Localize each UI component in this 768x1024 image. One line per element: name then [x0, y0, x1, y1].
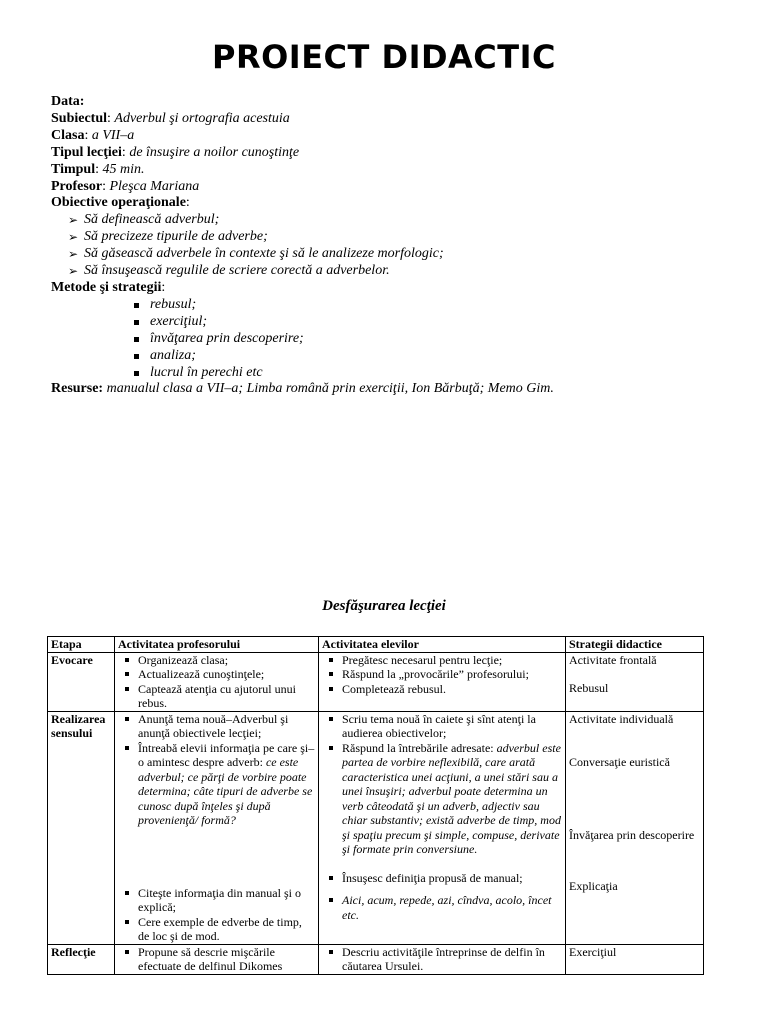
list-item: Răspund la întrebările adresate: adverbul este partea de vorbire neflexibilă, care arată caracteristica unei acţiuni, a unei stări sau a unei însuşiri; adverbul poate determina un verb câteodată şi un adverb, adjectiv sau chiar substantiv; există adverbe de timp, mod şi spaţiu precum şi simple, compuse, derivate şi formate prin conversiune.: [322, 741, 562, 857]
list-item: Captează atenţia cu ajutorul unui rebus.: [118, 682, 315, 711]
arrow-bullet-icon: ➢: [68, 230, 79, 245]
square-bullet-icon: [134, 303, 139, 308]
list-item: ➢ Să precizeze tipurile de adverbe;: [68, 229, 268, 245]
objectives-row: Obiective operaţionale:: [51, 195, 190, 211]
list-item: ➢ Să găsească adverbele în contexte şi să le analizeze morfologic;: [68, 246, 444, 262]
list-item: ➢ Să definească adverbul;: [68, 212, 220, 228]
objectives-label: Obiective operaţionale: [51, 195, 186, 211]
list-item: analiza;: [51, 348, 741, 365]
list-item: exerciţiul;: [51, 314, 741, 331]
strategy-text: Explicaţia: [569, 879, 618, 893]
resources-value: manualul clasa a VII–a; Limba română prin exerciţii, Ion Bărbuţă; Memo Gim.: [106, 381, 554, 397]
list-item: Scriu tema nouă în caiete şi sînt atenţi la audierea obiectivelor;: [322, 712, 562, 741]
arrow-bullet-icon: ➢: [68, 264, 79, 279]
strategies-cell: [566, 711, 704, 944]
square-bullet-icon: [134, 354, 139, 359]
list-item: Citeşte informaţia din manual şi o explică;: [118, 886, 315, 915]
list-item: Cere exemple de edverbe de timp, de loc şi de mod.: [118, 915, 315, 944]
strategies-cell: Exerciţiul: [566, 944, 704, 974]
list-item: rebusul;: [51, 297, 741, 314]
table-row: [48, 652, 704, 711]
strategies-cell: [566, 652, 704, 711]
section-title: Desfăşurarea lecţiei: [322, 598, 446, 614]
subject-value: Adverbul şi ortografia acestuia: [114, 110, 290, 126]
teacher-row: Profesor: Pleşca Mariana: [51, 178, 200, 194]
lesson-type-label: Tipul lecţiei: [51, 144, 122, 160]
list-item: lucrul în perechi etc: [51, 365, 741, 382]
stage-cell: Reflecţie: [48, 944, 115, 974]
list-item: Pregătesc necesarul pentru lecţie;: [322, 653, 562, 668]
page-title: PROIECT DIDACTIC: [211, 38, 556, 76]
list-item: Propune să descrie mişcările efectuate de delfinul Dikomes: [118, 945, 315, 974]
strategy-text: Conversaţie euristică: [569, 755, 670, 769]
teacher-activity-cell: [115, 652, 319, 711]
teacher-value: Pleşca Mariana: [109, 178, 200, 194]
student-activity-cell: [319, 711, 566, 944]
class-row: Clasa: a VII–a: [51, 127, 135, 143]
list-item: Însuşesc definiţia propusă de manual;: [322, 871, 562, 886]
class-label: Clasa: [51, 127, 85, 143]
list-item: Răspund la „provocările” profesorului;: [322, 667, 562, 682]
lesson-type-value: de însuşire a noilor cunoştinţe: [129, 144, 300, 160]
list-item: ➢ Să însuşească regulile de scriere corectă a adverbelor.: [68, 263, 390, 279]
list-item: Descriu activităţile întreprinse de delfin în căutarea Ursulei.: [322, 945, 562, 974]
time-row: Timpul: 45 min.: [51, 161, 145, 177]
time-value: 45 min.: [102, 161, 145, 177]
list-item: Întreabă elevii informaţia pe care şi–o amintesc despre adverb: ce este adverbul; ce părţi de vorbire poate determina; câte tipuri de adverbe se cunosc după înţeles şi după provenienţă/ formă?: [118, 741, 315, 828]
lesson-metadata: [51, 94, 741, 398]
list-item: Completează rebusul.: [322, 682, 562, 697]
time-label: Timpul: [51, 161, 96, 177]
subject-label: Subiectul: [51, 110, 108, 126]
stage-cell: Realizarea sensului: [48, 711, 115, 944]
list-item: Anunţă tema nouă–Adverbul şi anunţă obiectivele lecţiei;: [118, 712, 315, 741]
column-header: Strategii didactice: [566, 637, 704, 653]
date-label: Data:: [51, 94, 85, 109]
strategy-text: Activitate individuală: [569, 711, 674, 726]
square-bullet-icon: [134, 337, 139, 342]
column-header: Activitatea profesorului: [115, 637, 319, 653]
methods-label: Metode şi strategii: [51, 279, 162, 295]
arrow-bullet-icon: ➢: [68, 247, 79, 262]
strategy-text: Rebusul: [569, 681, 609, 695]
resources-row: [51, 381, 741, 398]
lesson-plan-table: [47, 636, 704, 975]
teacher-activity-cell: [115, 944, 319, 974]
subject-row: Subiectul: Adverbul şi ortografia acestuia: [51, 110, 290, 126]
resources-label: Resurse:: [51, 381, 104, 397]
student-activity-cell: [319, 944, 566, 974]
column-header: Etapa: [48, 637, 115, 653]
strategy-text: Învăţarea prin descoperire: [569, 827, 695, 842]
methods-row: Metode şi strategii:: [51, 279, 166, 295]
teacher-label: Profesor: [51, 178, 103, 194]
class-value: a VII–a: [91, 127, 135, 143]
list-item: învăţarea prin descoperire;: [51, 331, 741, 348]
lesson-type-row: Tipul lecţiei: de însuşire a noilor cunoştinţe: [51, 144, 300, 160]
teacher-activity-cell: [115, 711, 319, 944]
table-row: [48, 944, 704, 974]
list-item: Aici, acum, repede, azi, cîndva, acolo, încet etc.: [322, 893, 562, 922]
objectives-list: [51, 212, 741, 280]
arrow-bullet-icon: ➢: [68, 213, 79, 228]
methods-list: [51, 297, 741, 382]
square-bullet-icon: [134, 371, 139, 376]
list-item: Organizează clasa;: [118, 653, 315, 668]
column-header: Activitatea elevilor: [319, 637, 566, 653]
list-item: Actualizează cunoştinţele;: [118, 667, 315, 682]
table-row: [48, 711, 704, 944]
student-activity-cell: [319, 652, 566, 711]
square-bullet-icon: [134, 320, 139, 325]
date-row: [51, 94, 741, 111]
table-header-row: [48, 637, 704, 653]
strategy-text: Activitate frontală: [569, 652, 657, 667]
stage-cell: Evocare: [48, 652, 115, 711]
